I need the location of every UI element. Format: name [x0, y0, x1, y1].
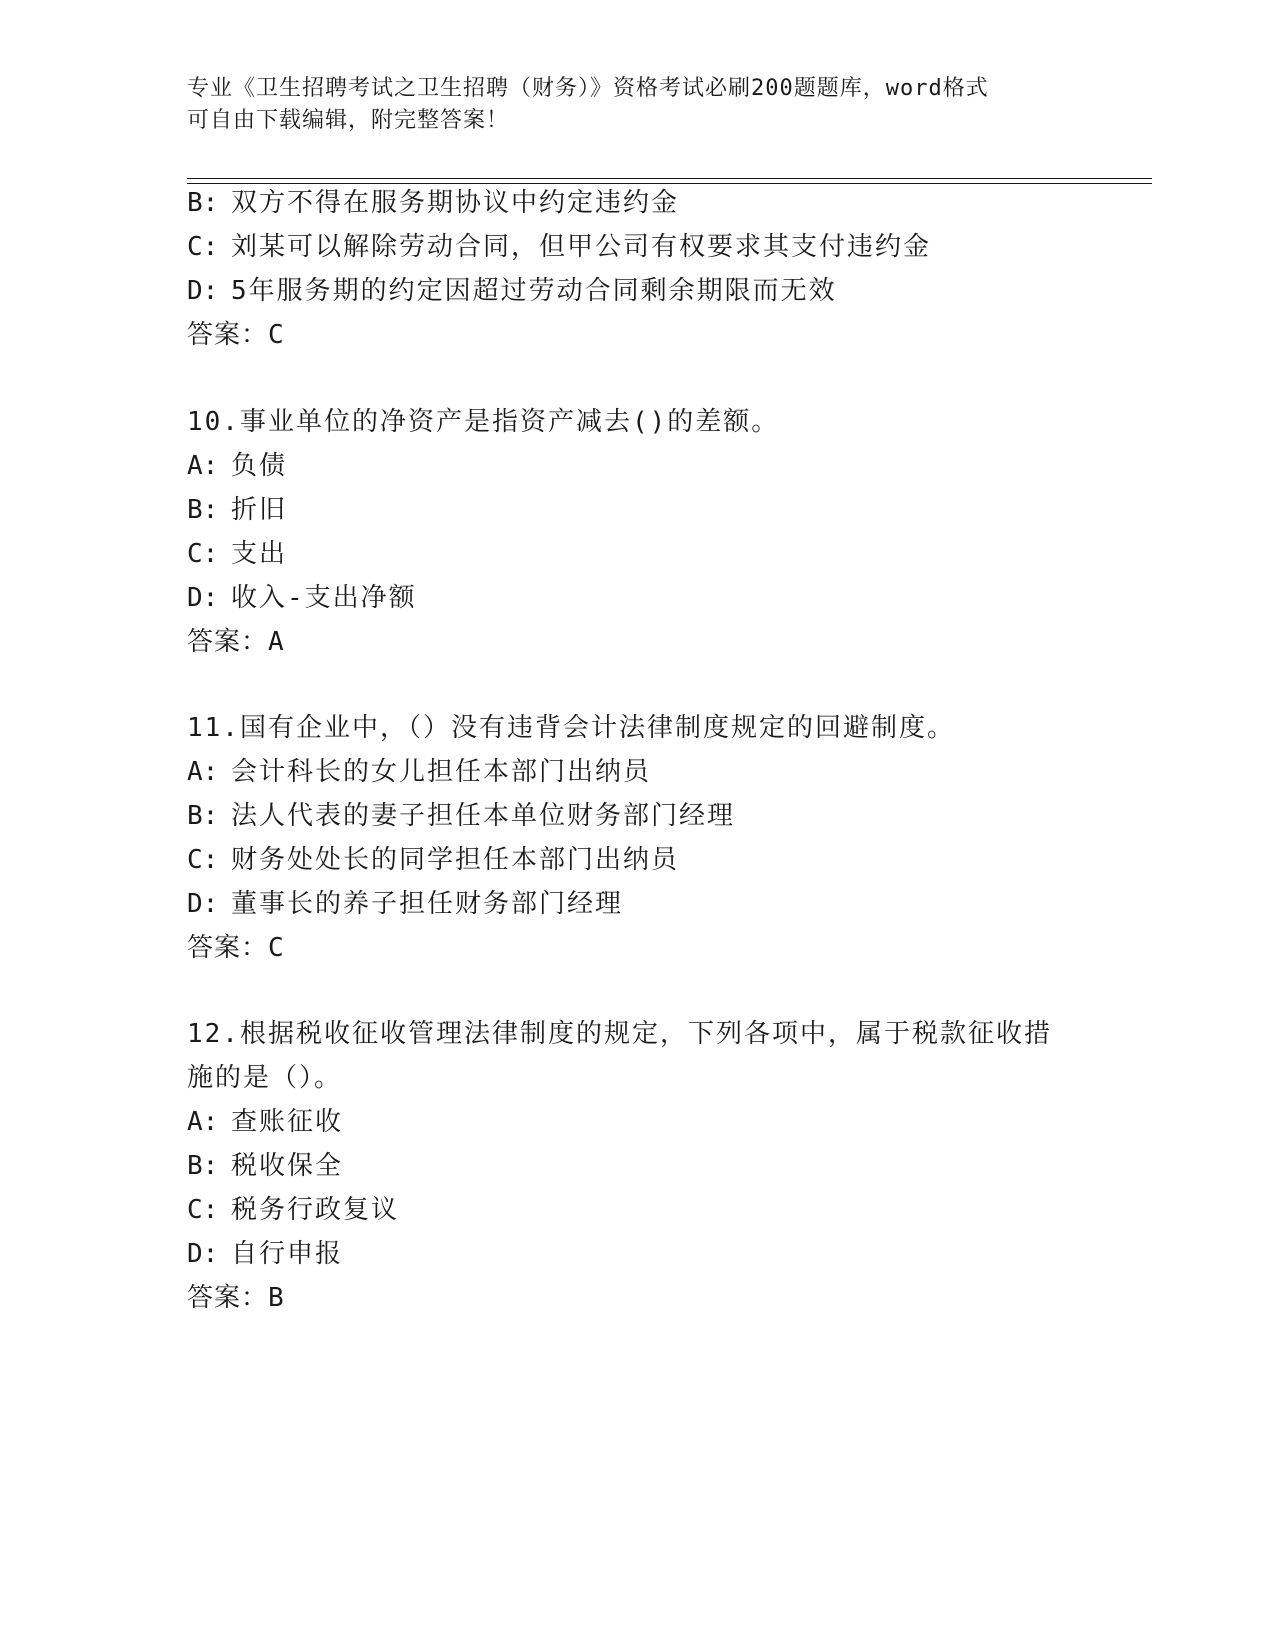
q12-option-b	[187, 1149, 343, 1183]
header-rule-top	[187, 178, 1152, 179]
header-line-2: 可自由下载编辑，附完整答案！	[187, 108, 510, 133]
option-key: D:	[187, 583, 219, 613]
option-text: 折旧	[231, 495, 288, 525]
option-text: 会计科长的女儿担任本部门出纳员	[231, 757, 652, 787]
option-text: 查账征收	[231, 1107, 344, 1137]
q12-answer: 答案：B	[187, 1283, 285, 1313]
document-header	[187, 73, 1067, 137]
option-text: 支出	[231, 539, 288, 569]
option-key: D:	[187, 276, 219, 306]
prev-option-d	[187, 274, 837, 308]
q12-stem-line-1: 12.根据税收征收管理法律制度的规定，下列各项中，属于税款征收措	[187, 1019, 1052, 1049]
q11-answer: 答案：C	[187, 933, 285, 963]
q10-stem: 10.事业单位的净资产是指资产减去()的差额。	[187, 407, 780, 437]
option-text: 税收保全	[231, 1151, 344, 1181]
option-text: 5年服务期的约定因超过劳动合同剩余期限而无效	[231, 276, 837, 306]
option-key: C:	[187, 232, 219, 262]
option-text: 双方不得在服务期协议中约定违约金	[231, 188, 680, 218]
option-text: 税务行政复议	[231, 1195, 400, 1225]
prev-option-c	[187, 230, 931, 264]
q12-stem-line-2: 施的是（）。	[187, 1063, 343, 1093]
q10-answer: 答案：A	[187, 627, 285, 657]
option-text: 收入-支出净额	[231, 583, 417, 613]
option-text: 财务处处长的同学担任本部门出纳员	[231, 845, 680, 875]
option-text: 法人代表的妻子担任本单位财务部门经理	[231, 801, 736, 831]
option-text: 负债	[231, 451, 288, 481]
header-line-1: 专业《卫生招聘考试之卫生招聘（财务）》资格考试必刷200题题库，word格式	[187, 76, 989, 101]
q10-option-a	[187, 449, 287, 483]
option-text: 董事长的养子担任财务部门经理	[231, 889, 624, 919]
q10-option-b	[187, 493, 287, 527]
option-key: B:	[187, 188, 219, 218]
prev-answer: 答案：C	[187, 320, 285, 350]
option-key: D:	[187, 1239, 219, 1269]
q12-option-c	[187, 1193, 399, 1227]
option-key: A:	[187, 757, 219, 787]
option-key: C:	[187, 845, 219, 875]
option-key: A:	[187, 1107, 219, 1137]
option-key: B:	[187, 1151, 219, 1181]
header-rule-bottom	[187, 183, 1152, 184]
q10-option-c	[187, 537, 287, 571]
prev-option-b	[187, 186, 679, 220]
option-key: B:	[187, 801, 219, 831]
option-text: 自行申报	[231, 1239, 344, 1269]
q11-stem: 11.国有企业中，（）没有违背会计法律制度规定的回避制度。	[187, 713, 955, 743]
q11-option-d	[187, 887, 623, 921]
q10-option-d	[187, 581, 417, 615]
option-key: C:	[187, 539, 219, 569]
q11-option-a	[187, 755, 651, 789]
q12-option-a	[187, 1105, 343, 1139]
option-key: C:	[187, 1195, 219, 1225]
option-text: 刘某可以解除劳动合同，但甲公司有权要求其支付违约金	[231, 232, 932, 262]
q11-option-b	[187, 799, 735, 833]
option-key: A:	[187, 451, 219, 481]
q12-option-d	[187, 1237, 343, 1271]
option-key: D:	[187, 889, 219, 919]
option-key: B:	[187, 495, 219, 525]
q11-option-c	[187, 843, 679, 877]
